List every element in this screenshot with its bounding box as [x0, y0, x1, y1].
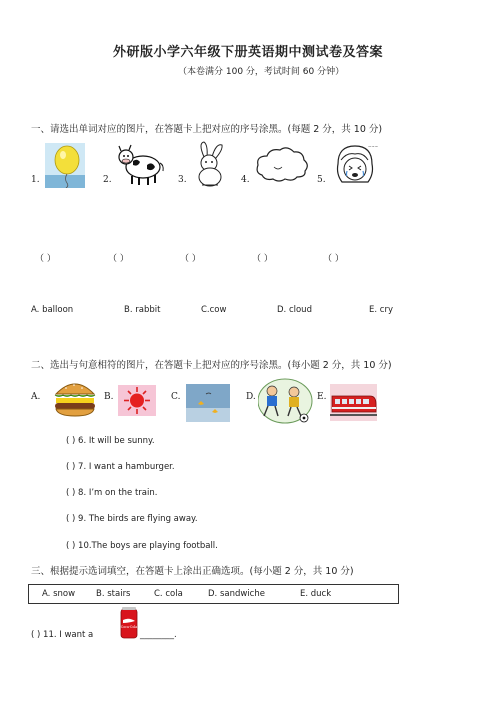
answer-bracket[interactable]: （ ）: [323, 254, 344, 264]
answer-bracket[interactable]: （ ）: [108, 254, 129, 264]
item-number: 2.: [103, 175, 112, 185]
answer-bracket[interactable]: （ ）: [180, 254, 201, 264]
question-10[interactable]: ( ) 10.The boys are playing football.: [66, 541, 218, 551]
item-number: 3.: [178, 175, 187, 185]
cloud-picture: [254, 145, 309, 185]
picture-letter: A.: [31, 392, 41, 402]
birds-picture: [186, 384, 230, 422]
word-option: B. stairs: [96, 589, 131, 599]
hamburger-picture: [52, 378, 98, 418]
word-option: E. duck: [300, 589, 332, 599]
train-picture: [330, 384, 377, 421]
option-label: B. rabbit: [124, 305, 161, 315]
item-number: 1.: [31, 175, 40, 185]
picture-letter: E.: [317, 392, 327, 402]
question-8[interactable]: ( ) 8. I’m on the train.: [66, 488, 158, 498]
football-picture: [258, 378, 313, 424]
picture-letter: C.: [171, 392, 181, 402]
option-label: A. balloon: [31, 305, 74, 315]
picture-letter: D.: [246, 392, 256, 402]
rabbit-picture: [190, 141, 230, 187]
answer-blank[interactable]: ________.: [140, 630, 177, 640]
page-subtitle: （本卷满分 100 分，考试时间 60 分钟）: [178, 67, 345, 77]
cola-can-picture: [119, 606, 139, 640]
picture-letter: B.: [104, 392, 114, 402]
answer-bracket[interactable]: （ ）: [252, 254, 273, 264]
sun-picture: [118, 385, 156, 416]
question-6[interactable]: ( ) 6. It will be sunny.: [66, 436, 155, 446]
item-number: 4.: [241, 175, 250, 185]
option-label: D. cloud: [277, 305, 312, 315]
question-11-prompt: ( ) 11. I want a: [31, 630, 94, 640]
question-7[interactable]: ( ) 7. I want a hamburger.: [66, 462, 175, 472]
crying-girl-picture: [332, 142, 378, 188]
section1-heading: 一、请选出单词对应的图片，在答题卡上把对应的序号涂黑。(每题 2 分，共 10 分): [31, 124, 383, 135]
option-label: E. cry: [369, 305, 393, 315]
section3-heading: 三、根据提示选词填空，在答题卡上涂出正确选项。(每小题 2 分，共 10 分): [31, 566, 354, 577]
section2-heading: 二、选出与句意相符的图片，在答题卡上把对应的序号涂黑。(每小题 2 分，共 10 分): [31, 360, 392, 371]
word-bank-box: [28, 584, 399, 604]
word-option: C. cola: [154, 589, 183, 599]
cola-can-label: Coca-Cola: [120, 625, 138, 629]
option-label: C.cow: [201, 305, 227, 315]
page-title: 外研版小学六年级下册英语期中测试卷及答案: [113, 45, 384, 60]
question-9[interactable]: ( ) 9. The birds are flying away.: [66, 514, 198, 524]
balloon-picture: [45, 143, 85, 188]
answer-bracket[interactable]: （ ）: [35, 254, 56, 264]
svg-text:~~~: ~~~: [368, 144, 378, 149]
word-option: D. sandwiche: [208, 589, 265, 599]
item-number: 5.: [317, 175, 326, 185]
word-option: A. snow: [42, 589, 76, 599]
cow-picture: [117, 143, 165, 187]
